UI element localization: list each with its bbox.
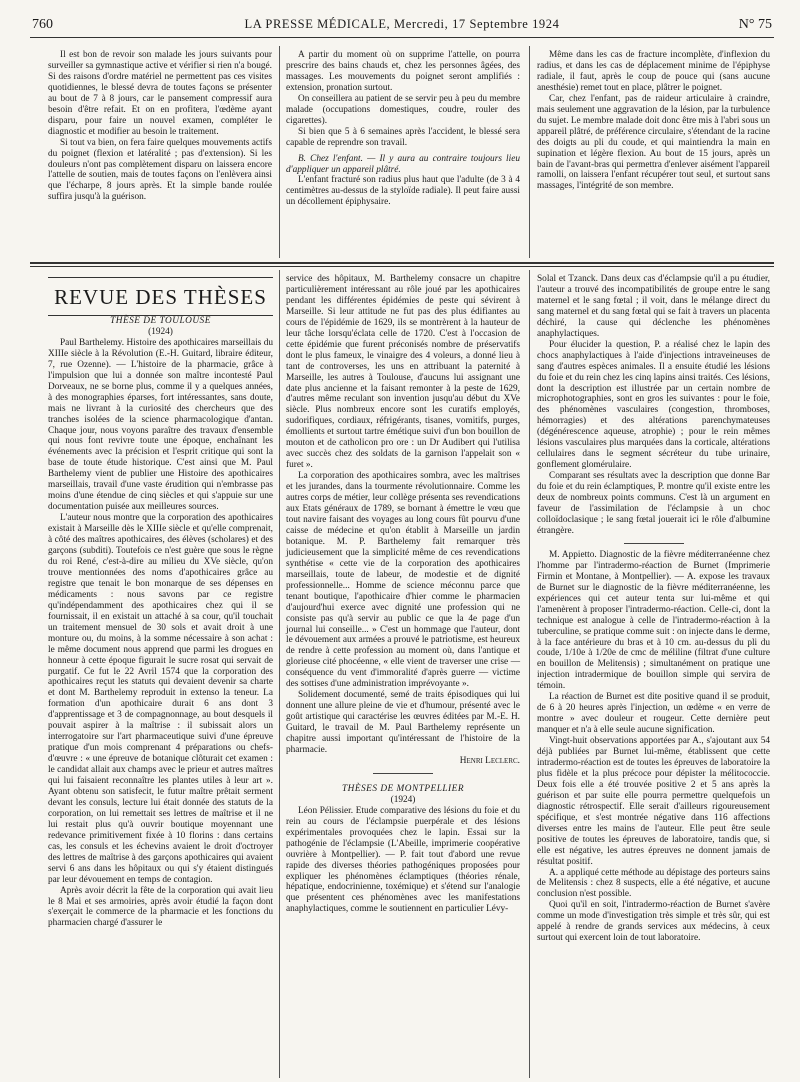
column-divider: [279, 46, 280, 258]
divider: [373, 773, 433, 774]
paragraph: Il est bon de revoir son malade les jours suivants pour surveiller sa gymnastique active et vérifier si rien n'a bougé. Si des raisons d'ordre matériel ne permettent pas ces visites quotidiennes, le blessé devra de toutes façons se présenter au bout de 7 à 8 jours, car le pansement compressif aura besoin d'être refait. Et on en profitera, l'œdème ayant disparu, pour faire un nouvel examen, compléter le diagnostic et modifier au besoin le traitement.: [48, 50, 272, 137]
paragraph: Même dans les cas de fracture incomplète, d'inflexion du radius, et dans les cas de déplacement minime de l'épiphyse radiale, il faut, après le coup de pouce qui (sans aucune anesthésie) remet tout en place, plâtrer le poignet.: [537, 50, 770, 93]
journal-title: LA PRESSE MÉDICALE, Mercredi, 17 Septembre 1924: [244, 17, 560, 31]
subsection-year: (1924): [148, 326, 173, 337]
paragraph: Léon Pélissier. Etude comparative des lésions du foie et du rein au cours de l'éclampsie puerpérale et des lésions expérimentales provoquées chez le lapin. Essai sur la pathogénie de l'éclampsie (L'Abeille, imprimerie coopérative ouvrière à Montpellier). — P. fait tout d'abord une revue rapide des diverses théories pathogéniques proposées pour expliquer les phénomènes éclamptiques (théories rénale, hépatique, endocrinienne, toxémique) et s'étend sur l'analogie que présentent ces phénomènes avec les manifestations anaphylactiques, comme le soutiennent en particulier Lévy-: [286, 805, 520, 915]
paragraph: service des hôpitaux, M. Barthelemy consacre un chapitre particulièrement intéressant au rôle joué par les apothicaires pendant les différentes épidémies de peste qui sévirent à Marseille. Si leur attitude ne fut pas des plus édifiantes au cours de l'épidémie de 1629, ils se montrèrent à la hauteur de leur tâche lorsqu'éclata celle de 1720. C'est à l'occasion de cette épidémie que furent préconisés nombre de préservatifs dont le plus fameux, le vinaigre des 4 voleurs, a donné lieu à tant de controverses, les uns en attribuant la paternité à Marseille, les autres à Toulouse, d'aucuns lui assignant une date plus ancienne et la faisant remonter à la peste de 1629, d'autres même reculant son invention jusqu'au début du XVe siècle. Plus nombreux encore sont les curatifs employés, sudorifiques, cordiaux, réfrigérants, tisanes, vomitifs, purges, émollients et surtout tartre émétique suivi d'un bon bouillon de mouton et de catholicon pro ore : un Dr Audibert qui l'utilisa avec succès chez des soldats de la garnison l'appelait son « furet ».: [286, 274, 520, 471]
paragraph: Car, chez l'enfant, pas de raideur articulaire à craindre, mais seulement une aggravation de la lésion, par la turbulence du sujet. Le membre malade doit donc être mis à l'abri sous un appareil plâtré, de préférence circulaire, s'étendant de la racine des doigts au pli du coude, et qui maintiendra la main en supination et légère flexion. Au bout de 15 jours, après un bain de l'avant-bras qui permettra d'enlever aisément l'appareil ramolli, on laissera l'enfant récupérer tout seul, et surtout sans massages, l'intégrité de son membre.: [537, 93, 770, 192]
paragraph: Pour élucider la question, P. a réalisé chez le lapin des chocs anaphylactiques à l'aide d'injections intraveineuses de sang d'autres espèces animales. Il a ensuite étudié les lésions du foie et du rein chez les cinq lapins ainsi traités. Ces lésions, dont la description est illustrée par un certain nombre de microphotographies, sont en gros les suivantes : pour le foie, des phénomènes vasculaires (congestion, thromboses, hémorragies) et des altérations parenchymateuses (dégénérescence aqueuse, atrophie) ; pour le rein mêmes lésions vasculaires plus marquées dans la corticale, altérations cellulaires dans le segment sécréteur du tube urinaire, gonflement glomérulaire.: [537, 339, 770, 471]
bottom-column-2: [286, 274, 520, 915]
paragraph: Vingt-huit observations apportées par A., s'ajoutant aux 54 déjà publiées par Burnet lui-même, établissent que cette intradermo-réaction est de toutes les épreuves de laboratoire la plus fidèle et la plus précoce pour dépister la mélitococcie. Deux fois elle a été trouvée positive 2 et 5 ans après la guérison et par suite elle pourra permettre quelquefois un diagnostic rétrospectif. Elle serait d'ailleurs rigoureusement spécifique, et s'est montrée négative dans 116 affections diverses entre les mains de l'auteur. Elle peut être seule positive de toutes les épreuves de laboratoire, tandis que, si elle est négative, les autres épreuves ne donnent jamais de résultat positif.: [537, 736, 770, 867]
author-signature: Henri Leclerc.: [459, 755, 520, 766]
section-title: REVUE DES THÈSES: [48, 277, 273, 316]
paragraph: A partir du moment où on supprime l'attelle, on pourra prescrire des bains chauds et, chez les personnes âgées, des massages. Les mouvements du poignet seront amplifiés : extension, pronation surtout.: [286, 50, 520, 93]
paragraph: La corporation des apothicaires sombra, avec les maîtrises et les jurandes, dans la tourmente révolutionnaire. Comme les autres corps de métier, leur collège présenta ses revendications aux Etats généraux de 1789, se bornant à émettre le vœu que tout navire faisant des voyages au long cours fût pourvu d'une caisse de médecine et qu'on établit à Marseille un jardin botanique. M. P. Barthelemy fait remarquer très judicieusement que la simplicité même de ces revendications synthétise « cette vie de la corporation des apothicaires marseillais, toute de labeur, de modestie et de dignité professionnelle... Homme de science méconnu parce que tenant boutique, l'apothicaire d'hier comme le pharmacien d'aujourd'hui exerce avec dignité une profession qui ne consiste pas qu'à servir au public ce que la 4e page d'un journal lui conseille... » C'est un hommage que l'auteur, dont le dévouement aux armées a prouvé le patriotisme, est heureux de rendre à cette profession au moment où, dans l'antique et glorieuse cité phocéenne, « elle vient de traverser une crise — conséquence du vent d'immoralité d'après guerre — victime des sottises d'une administration imprévoyante ».: [286, 471, 520, 690]
paragraph: B. Chez l'enfant. — Il y aura au contraire toujours lieu d'appliquer un appareil plâtré.: [286, 153, 520, 175]
paragraph: La réaction de Burnet est dite positive quand il se produit, de 6 à 20 heures après l'injection, un œdème « en verre de montre » avec douleur et rougeur. Cette dernière peut manquer et n'a à elle seule aucune signification.: [537, 692, 770, 736]
paragraph: Si bien que 5 à 6 semaines après l'accident, le blessé sera capable de reprendre son travail.: [286, 126, 520, 148]
column-divider: [279, 270, 280, 1078]
bottom-column-1: [48, 316, 273, 929]
subsection-year: (1924): [390, 794, 416, 805]
paragraph: Solidement documenté, semé de traits épisodiques qui lui donnent une allure pleine de vie et d'humour, présenté avec le goût artistique qui caractérise les œuvres éditées par M.-E. H. Guitard, le travail de M. Paul Barthelemy représente un chapitre aussi important qu'intéressant de l'histoire de la pharmacie.: [286, 690, 520, 755]
paragraph: On conseillera au patient de se servir peu à peu du membre malade (occupations domestiques, coudre, rouler des cigarettes).: [286, 93, 520, 126]
top-column-3: [537, 50, 770, 192]
subsection-title: THÈSES DE MONTPELLIER: [341, 783, 465, 794]
section-separator: [30, 262, 774, 264]
header-rule: [30, 37, 774, 38]
paragraph: L'enfant fracturé son radius plus haut que l'adulte (de 3 à 4 centimètres au-dessus de la styloïde radiale). Il peut faire aussi un décollement épiphysaire.: [286, 175, 520, 208]
bottom-column-3: [537, 274, 770, 944]
divider: [624, 543, 684, 544]
top-column-2: [286, 50, 520, 208]
paragraph: Quoi qu'il en soit, l'intradermo-réaction de Burnet s'avère comme un mode d'investigation très simple et très sûr, qui est appelé à rendre de grands services aux médecins, à ceux surtout qui exercent loin de tout laboratoire.: [537, 900, 770, 944]
paragraph: Paul Barthelemy. Histoire des apothicaires marseillais du XIIIe siècle à la Révolution (E.-H. Guitard, libraire éditeur, 7, rue Ozenne). — L'histoire de la pharmacie, grâce à l'impulsion que lui a donnée son maître incontesté Paul Dorveaux, ne se borne plus, comme il y a quelques années, à des monographies éparses, fort intéressantes, sans doute, mais ne livrant à la curiosité des chercheurs que des tranches isolées de la science pharmacologique d'antan. Chaque jour, nous voyons paraître des travaux d'ensemble qui nous font revivre toute une époque, enchaînant les événements avec la précision et l'esprit critique qui sont la base de toute étude historique. C'est ainsi que M. Paul Barthelemy vient de publier une Histoire des apothicaires marseillais, travail d'une vaste érudition qui n'embrasse pas moins d'une étendue de cinq siècles et qui s'appuie sur une documentation puisée aux meilleures sources.: [48, 337, 273, 513]
section-separator: [30, 266, 774, 267]
paragraph: Solal et Tzanck. Dans deux cas d'éclampsie qu'il a pu étudier, l'auteur a trouvé des incompatibilités de groupe entre le sang maternel et le sang fœtal ; il voit, dans le mélange direct du sang maternel et du sang fœtal qui se fait à travers un placenta déchiré, la cause qui déclenche les phénomènes anaphylactiques.: [537, 274, 770, 339]
page-number: 760: [32, 17, 53, 32]
issue-number: N° 75: [738, 17, 772, 32]
running-head: [32, 17, 772, 39]
paragraph: L'auteur nous montre que la corporation des apothicaires existait à Marseille dès le XIIIe siècle et qu'elle comprenait, à côté des maîtres apothicaires, des élèves (scholares) et des garçons (subditi). Toutefois ce n'est guère que sous le règne du roi René, c'est-à-dire au milieu du XVe siècle, qu'on trouve mentionnées des noms d'apothicaires grâce au registre que tenait le bon monarque de ses dépenses en médicaments : nous savons par ce registre qu'indépendamment des apothicaires chez qui il se fournissait, il en existait un attaché à sa cour, qu'il touchait un traitement mensuel de 30 sols et avait droit à une monture ou, du moins, à la somme nécessaire à son achat : le même document nous apprend que parmi les drogues en honneur à cette époque figurait le sucre rosat qui servait de purgatif. Ce fut le 22 Avril 1574 que la corporation des apothicaires reçut les statuts qui devaient devenir sa charte et dont M. Barthelemy reproduit in extenso la teneur. La formation d'un apothicaire durait 6 ans dont 3 d'apprentissage et 3 de compagnonnage, au bout desquels il pouvait aspirer à la maîtrise : il subissait alors un interrogatoire sur l'art pharmaceutique suivi d'une épreuve pratique d'un mois comprenant 4 préparations ou chefs-d'œuvre : « une épreuve de botanique clôturait cet examen : le candidat allait aux champs avec le prieur et autres maîtres qui lui faisaient reconnaître les plantes utiles à leur art ». Ayant obtenu son satisfecit, le futur maître prêtait serment devant les consuls, lecture lui était donnée des statuts de la corporation, on lui remettait ses lettres de maîtrise et il ne lui restait plus qu'à ouvrir boutique moyennant une redevance primitivement fixée à 10 florins : dans certains cas, les consuls et les échevins avaient le droit d'octroyer des lettres de maîtrise à des garçons apothicaires qui avaient servi 6 ans dans les hôpitaux ou qui s'y étaient distingués par leur dévouement en temps de contagion.: [48, 513, 273, 885]
column-divider: [529, 270, 530, 1078]
paragraph: Après avoir décrit la fête de la corporation qui avait lieu le 8 Mai et ses armoiries, après avoir étudié la façon dont s'exerçait le commerce de la pharmacie et les fonctions du pharmacien chargé d'assurer le: [48, 885, 273, 929]
paragraph: Comparant ses résultats avec la description que donne Bar du foie et du rein éclamptiques, P. montre qu'il existe entre les deux de nombreux points communs. C'est là un argument en faveur de l'assimilation de l'éclampsie à un choc colloïdoclasique ; le sang fœtal jouerait ici le rôle d'albumine étrangère.: [537, 471, 770, 536]
paragraph: M. Appietto. Diagnostic de la fièvre méditerranéenne chez l'homme par l'intradermo-réaction de Burnet (Imprimerie Firmin et Montane, à Montpellier). — A. expose les travaux de Burnet sur le diagnostic de la fièvre méditerranéenne, les expériences qui cet auteur tenta sur lui-même et qui l'amenèrent à proposer l'intradermo-réaction. Celle-ci, dont la technique est analogue à celle de l'intradermo-réaction à la tuberculine, se pratique comme suit : on injecte dans le derme, à la face antérieure du bras et à 10 cm. au-dessus du pli du coude, 1/10e à 1/20e de cmc de méliline (filtrat d'une culture en bouillon de Melitensis) ; simultanément on pratique une injection intradermique de bouillon simple qui servira de témoin.: [537, 549, 770, 692]
paragraph: A. a appliqué cette méthode au dépistage des porteurs sains de Melitensis : chez 8 suspects, elle a été négative, et aucune conclusion n'est possible.: [537, 867, 770, 900]
column-divider: [529, 46, 530, 258]
paragraph: Si tout va bien, on fera faire quelques mouvements actifs du poignet (flexion et latéralité ; pas d'extension). Si les douleurs n'ont pas complètement disparu on laissera encore l'attelle de soutien, mais de toutes façons on l'enlèvera ainsi que l'écharpe, 8 jours après. Et la simple bande roulée suffira jusqu'à la guérison.: [48, 137, 272, 203]
subsection-title: THÈSE DE TOULOUSE: [110, 316, 211, 326]
top-column-1: [48, 50, 272, 203]
